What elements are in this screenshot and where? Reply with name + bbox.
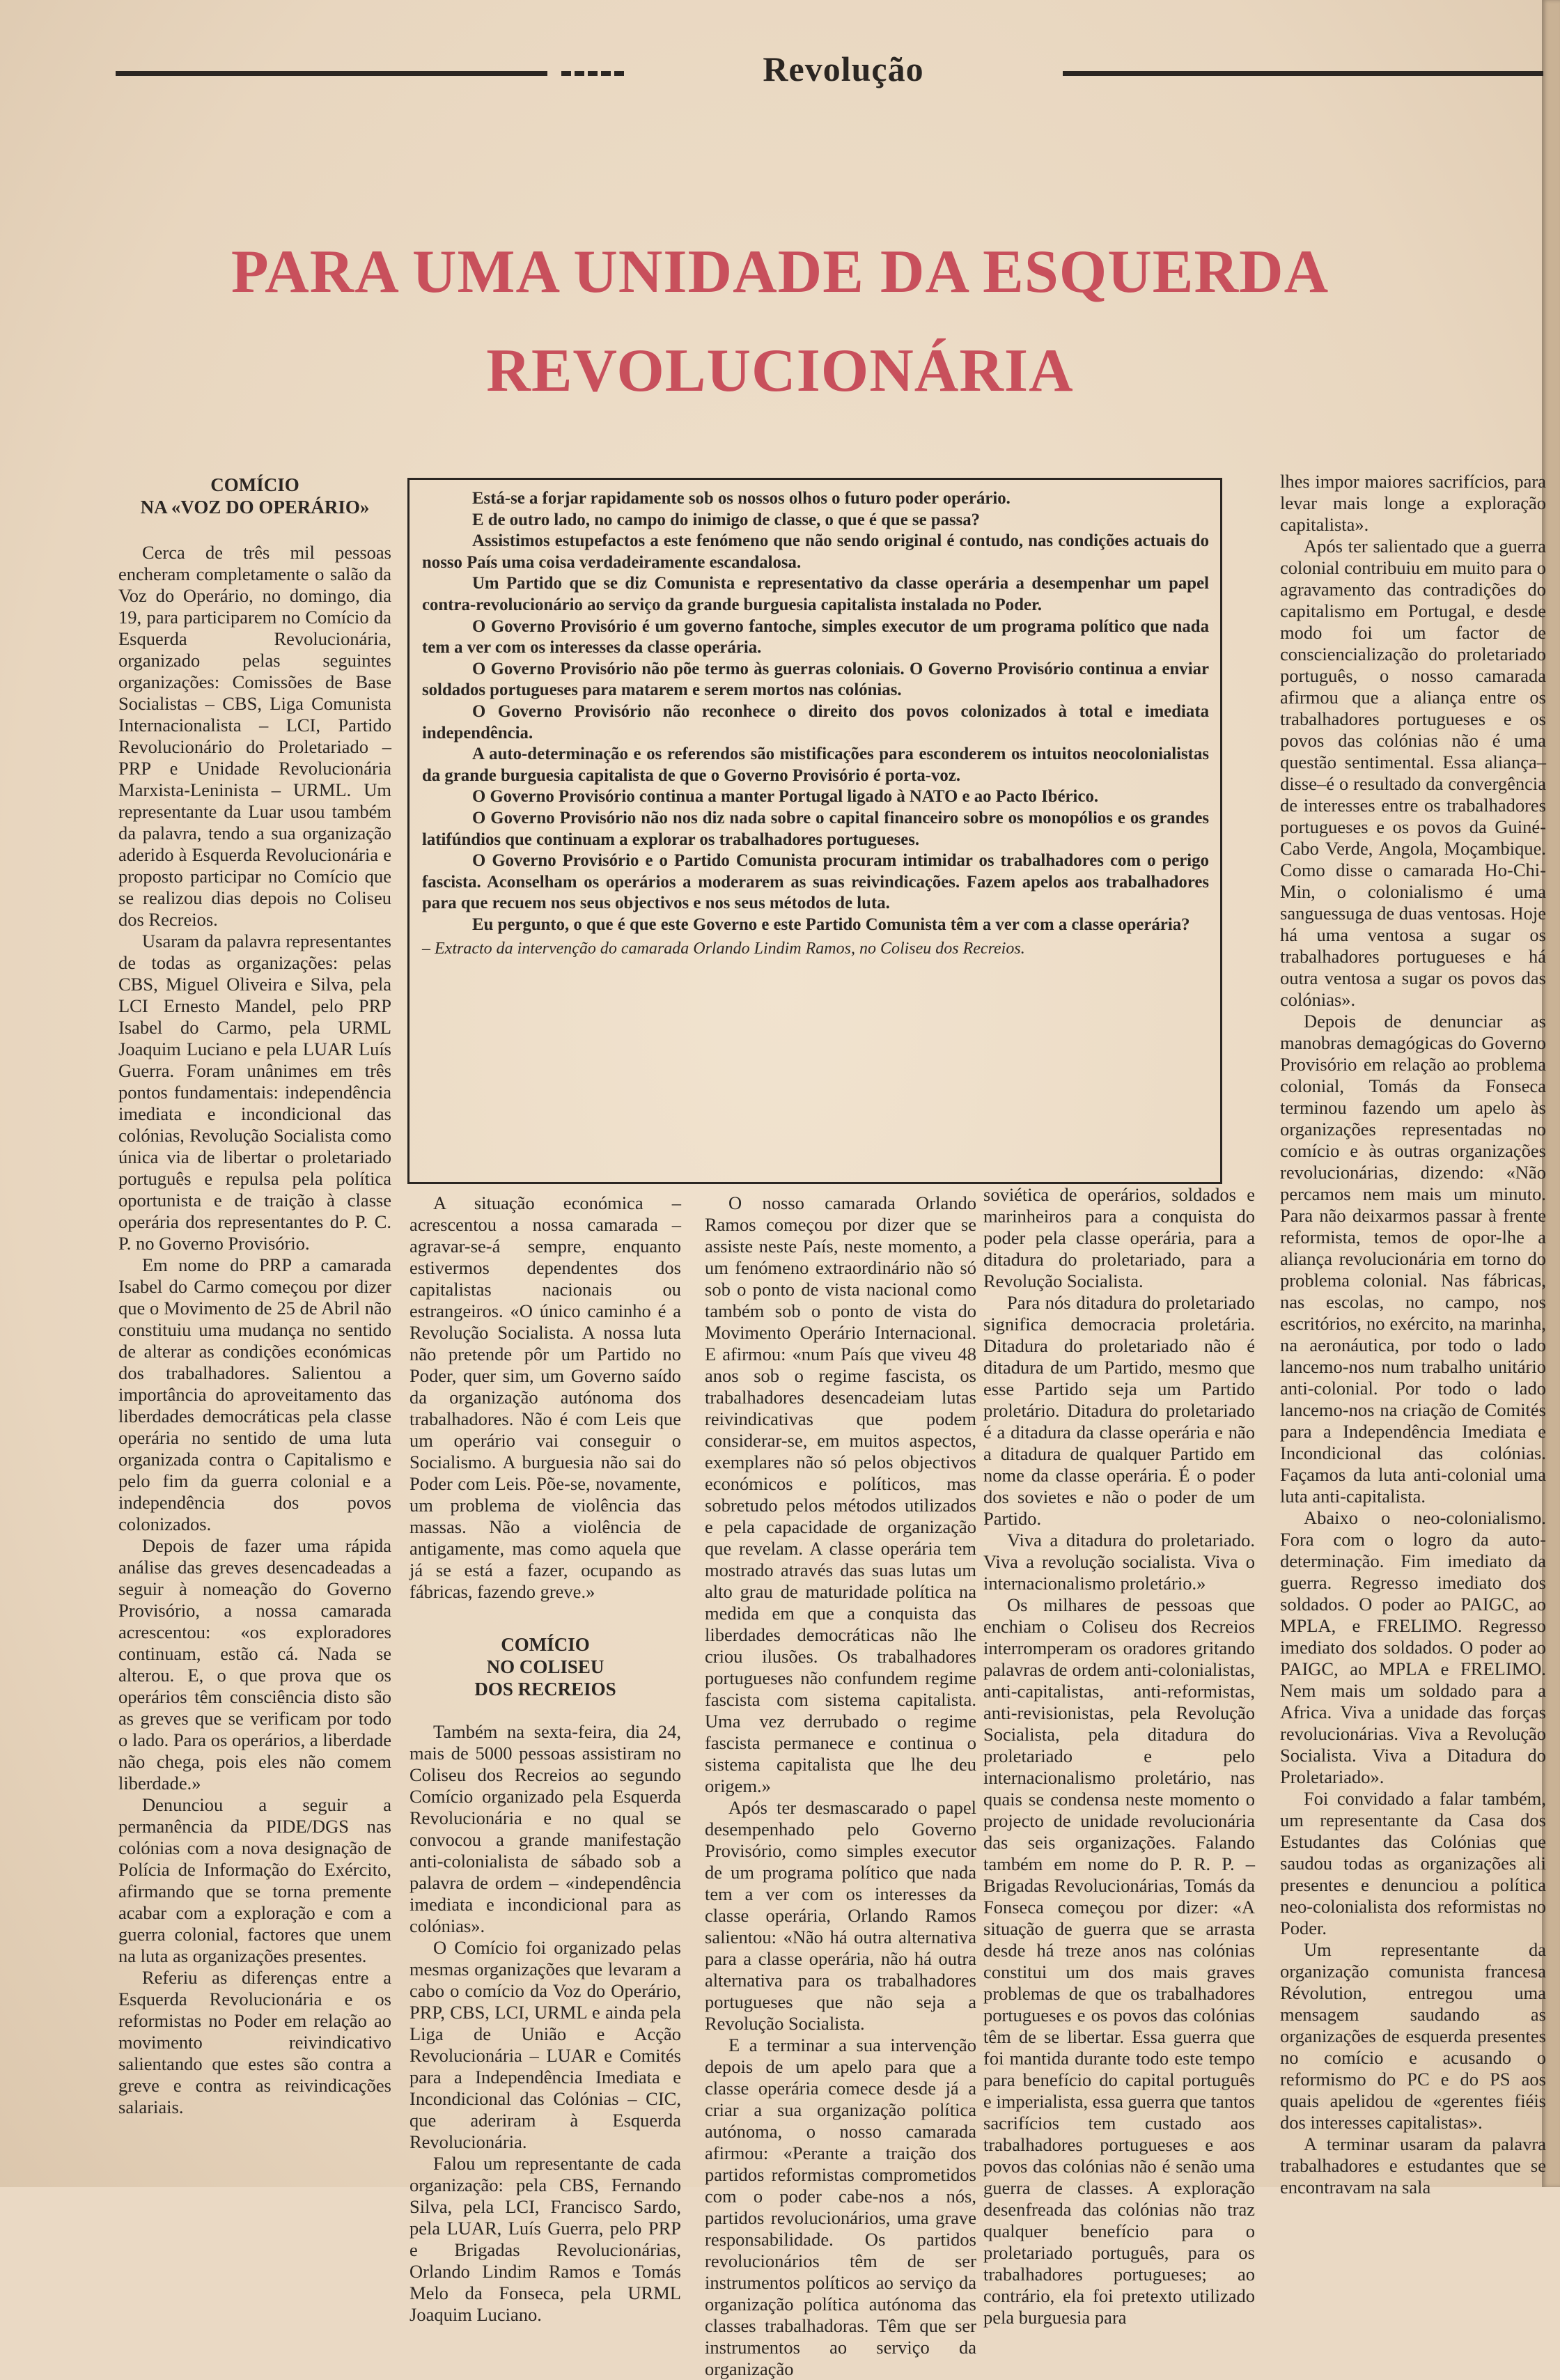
section-title: Revolução <box>763 49 924 88</box>
paragraph: Um representante da organização comunista francesa Révolution, entregou uma mensagem saudando as organizações de esquerda presentes no comício e acusando o reformismo do PC e do PS aos quais apelidou de «gerentes fiéis dos interesses capitalistas». <box>1280 1939 1546 2133</box>
subheading-line: DOS RECREIOS <box>474 1679 616 1700</box>
subheading-line: COMÍCIO <box>210 474 299 495</box>
paragraph: Referiu as diferenças entre a Esquerda Revolucionária e os reformistas no Poder em relação ao movimento reivindicativo salientando que estes são contra a greve e contra as reivindicações salariais. <box>118 1967 391 2117</box>
header-rule-right <box>1063 71 1543 76</box>
paragraph: A situação económica – acrescentou a nossa camarada – agravar-se-á sempre, enquanto estivermos dependentes dos capitalistas nacionais ou estrangeiros. «O único caminho é a Revolução Socialista. A nossa luta não pretende pôr um Partido no Poder, quer sim, um Governo saído da organização autónoma dos trabalhadores. Não é com Leis que um operário vai conseguir o Socialismo. A burguesia não sai do Poder com Leis. Põe-se, novamente, um problema de violência das massas. Não a violência de antigamente, mas como aquela que já se está a fazer, ocupando as fábricas, fazendo greve.» <box>410 1192 681 1602</box>
paragraph: lhes impor maiores sacrifícios, para levar mais longe a exploração capitalista». <box>1280 471 1546 535</box>
column-1 <box>118 474 391 2118</box>
paragraph: soviética de operários, soldados e marinheiros para a conquista do poder pela classe operária, para a ditadura do proletariado, para a Revolução Socialista. <box>983 1184 1255 1291</box>
paragraph: Falou um representante de cada organização: pela CBS, Fernando Silva, pela LCI, Francisco Sardo, pela LUAR, Luís Guerra, pelo PRP e Brigadas Revolucionárias, Orlando Lindim Ramos e Tomás Melo da Fonseca, pela URML Joaquim Luciano. <box>410 2153 681 2325</box>
paragraph: Em nome do PRP a camarada Isabel do Carmo começou por dizer que o Movimento de 25 de Abril não constituiu uma mudança no sentido de alterar as condições económicas dos trabalhadores. Salientou a importância do aproveitamento das liberdades democráticas pela classe operária no sentido de uma luta organizada contra o Capitalismo e pelo fim da guerra colonial e a independência dos povos colonizados. <box>118 1254 391 1534</box>
quote-paragraph: Eu pergunto, o que é que este Governo e este Partido Comunista têm a ver com a classe operária? <box>472 915 1190 934</box>
paragraph: O nosso camarada Orlando Ramos começou por dizer que se assiste neste País, neste momento, a um fenómeno extraordinário não só sob o ponto de vista nacional como também sob o ponto de vista do Movimento Operário Internacional. E afirmou: «num País que viveu 48 anos sob o regime fascista, os trabalhadores desencadeiam lutas reivindicativas que podem considerar-se, em muitos aspectos, exemplares não só pelos objectivos económicos e políticos, mas sobretudo pelos métodos utilizados e pela capacidade de organização que revelam. A classe operária tem mostrado através das suas lutas um alto grau de maturidade política na medida em que a conquista das liberdades democráticas não lhe criou ilusões. Os trabalhadores portugueses não confundem regime fascista com sistema capitalista. Uma vez derrubado o regime fascista permanece e continua o sistema capitalista que lhe deu origem.» <box>705 1192 976 1796</box>
paragraph: Usaram da palavra representantes de todas as organizações: pelas CBS, Miguel Oliveira e Silva, pela LCI Ernesto Mandel, pelo PRP Isabel do Carmo, pela URML Joaquim Luciano e pela LUAR Luís Guerra. Foram unânimes em três pontos fundamentais: independência imediata e incondicional das colónias, Revolução Socialista como única via de libertar o proletariado português e repulsa pela política oportunista e de traição à classe operária dos representantes do P. C. P. no Governo Provisório. <box>118 931 391 1254</box>
quote-paragraph: O Governo Provisório e o Partido Comunista procuram intimidar os trabalhadores com o perigo fascista. Aconselham os operários a moderarem as suas reivindicações. Fazem apelos aos trabalhadores para que recuem nos seus objectivos e nos seus métodos de luta. <box>422 851 1209 913</box>
quote-paragraph: E de outro lado, no campo do inimigo de classe, o que é que se passa? <box>472 510 981 529</box>
quote-paragraph: O Governo Provisório não reconhece o direito dos povos colonizados à total e imediata independência. <box>422 701 1209 742</box>
paragraph: Os milhares de pessoas que enchiam o Coliseu dos Recreios interromperam os oradores gritando palavras de ordem anti-colonialistas, anti-capitalistas, anti-reformistas, anti-revisionistas, pela Revolução Socialista, pela ditadura do proletariado e pelo internacionalismo proletário, nas quais se condensa neste momento o projecto de unidade revolucionária das seis organizações. Falando também em nome do P. R. P. – Brigadas Revolucionárias, Tomás da Fonseca começou por dizer: «A situação de guerra que se arrasta desde há treze anos nas colónias constitui um dos mais graves problemas de que os trabalhadores portugueses e os povos das colónias têm de se libertar. Essa guerra que foi mantida durante todo este tempo para benefício do capital português e imperialista, essa guerra que tantos sacrifícios tem custado aos trabalhadores portugueses e aos povos das colónias não é senão uma guerra de classes. A exploração desenfreada das colónias não traz qualquer benefício para o proletariado português, para os trabalhadores portugueses; ao contrário, ela foi pretexto utilizado pela burguesia para <box>983 1594 1255 2328</box>
quote-paragraph: Está-se a forjar rapidamente sob os nossos olhos o futuro poder operário. <box>472 489 1011 508</box>
paragraph: A terminar usaram da palavra trabalhadores e estudantes que se encontravam na sala <box>1280 2133 1546 2198</box>
paragraph: Depois de denunciar as manobras demagógicas do Governo Provisório em relação ao problema colonial, Tomás da Fonseca terminou fazendo um apelo às organizações representadas no comício e às outras organizações revolucionárias, dizendo: «Não percamos nem mais um minuto. Para não deixarmos passar à frente reformista, temos de opor-lhe a aliança revolucionária em torno do problema colonial. Nas fábricas, nas escolas, no campo, nos escritórios, no exército, na marinha, na aeronáutica, por todo o lado lancemo-nos num trabalho unitário anti-colonial. Por todo o lado lancemo-nos na criação de Comités para a Independência Imediata e Incondicional das colónias. Façamos da luta anti-colonial uma luta anti-capitalista. <box>1280 1011 1546 1507</box>
paragraph: Cerca de três mil pessoas encheram completamente o salão da Voz do Operário, no domingo, dia 19, para participarem no Comício da Esquerda Revolucionária, organizado pelas seguintes organizações: Comissões de Base Socialistas – CBS, Liga Comunista Internacionalista – LCI, Partido Revolucionário do Proletariado – PRP e Unidade Revolucionária Marxista-Leninista – URML. Um representante da Luar usou também da palavra, tendo a sua organização aderido à Esquerda Revolucionária e proposto participar no Comício que se realizou dias depois no Coliseu dos Recreios. <box>118 542 391 930</box>
quote-paragraph: O Governo Provisório não nos diz nada sobre o capital financeiro sobre os monopólios e os grandes latifúndios que continuam a explorar os trabalhadores portugueses. <box>422 808 1209 849</box>
quote-paragraph: O Governo Provisório continua a manter Portugal ligado à NATO e ao Pacto Ibérico. <box>472 787 1099 807</box>
headline-line-1: PARA UMA UNIDADE DA ESQUERDA <box>231 238 1329 306</box>
quote-paragraph: O Governo Provisório não põe termo às guerras coloniais. O Governo Provisório continua a enviar soldados portugueses para matarem e serem mortos nas colónias. <box>422 659 1209 700</box>
paragraph: Após ter desmascarado o papel desempenhado pelo Governo Provisório, como simples executor de um programa político que nada tem a ver com os interesses da classe operária, Orlando Ramos salientou: «Não há outra alternativa para a classe operária, não há outra alternativa para os trabalhadores portugueses que não seja a Revolução Socialista. <box>705 1797 976 2034</box>
quote-credit: – Extracto da intervenção do camarada Orlando Lindim Ramos, no Coliseu dos Recreios. <box>422 940 1025 958</box>
subheading-line: NO COLISEU <box>486 1656 604 1677</box>
header-rule-dashed <box>561 71 624 76</box>
quote-paragraph: O Governo Provisório é um governo fantoche, simples executor de um programa político que nada tem a ver com os interesses da classe operária. <box>422 616 1209 658</box>
column-3 <box>705 1192 976 2380</box>
column-4 <box>983 1184 1255 2328</box>
column-5 <box>1280 471 1546 2198</box>
paragraph: Viva a ditadura do proletariado. Viva a revolução socialista. Viva o internacionalismo proletário.» <box>983 1530 1255 1594</box>
subheading-line: COMÍCIO <box>501 1634 590 1655</box>
quote-paragraph: Um Partido que se diz Comunista e representativo da classe operária a desempenhar um papel contra-revolucionário ao serviço da grande burguesia capitalista instalada no Poder. <box>422 574 1209 614</box>
paragraph: Após ter salientado que a guerra colonial contribuiu em muito para o agravamento das contradições do capitalismo em Portugal, e desde modo foi um factor de consciencialização do proletariado português, o nosso camarada afirmou que a aliança entre os trabalhadores portugueses e os povos das colónias não é uma questão sentimental. Essa aliança–disse–é o resultado da convergência de interesses entre os trabalhadores portugueses e os povos da Guiné-Cabo Verde, Angola, Moçambique. Como disse o camarada Ho-Chi-Min, o colonialismo é uma sanguessuga de duas ventosas. Hoje há uma ventosa a sugar os trabalhadores portugueses e há outra ventosa a sugar os povos das colónias». <box>1280 536 1546 1010</box>
subheading-line: NA «VOZ DO OPERÁRIO» <box>140 497 370 518</box>
header-rule-left <box>116 71 547 76</box>
quote-paragraph: Assistimos estupefactos a este fenómeno que não sendo original é contudo, nas condições actuais do nosso País uma coisa verdadeiramente escandalosa. <box>422 531 1209 572</box>
paragraph: E a terminar a sua intervenção depois de um apelo para que a classe operária comece desde já a criar a sua organização política autónoma, o nosso camarada afirmou: «Perante a traição dos partidos reformistas comprometidos com o poder cabe-nos a nós, partidos revolucionários, uma grave responsabilidade. Os partidos revolucionários têm de ser instrumentos políticos ao serviço da organização política autónoma das classes trabalhadoras. Têm que ser instrumentos ao serviço da organização <box>705 2035 976 2379</box>
paragraph: Abaixo o neo-colonialismo. Fora com o logro da auto-determinação. Fim imediato da guerra. Regresso imediato dos soldados. O poder ao PAIGC, ao MPLA, e FRELIMO. Regresso imediato dos soldados. O poder ao PAIGC, ao MPLA e FRELIMO. Nem mais um soldado para a Africa. Viva a unidade das forças revolucionárias. Viva a Revolução Socialista. Viva a Ditadura do Proletariado». <box>1280 1507 1546 1787</box>
quote-paragraph: A auto-determinação e os referendos são mistificações para esconderem os intuitos neocolonialistas da grande burguesia capitalista de que o Governo Provisório é porta-voz. <box>422 745 1209 785</box>
paragraph: Também na sexta-feira, dia 24, mais de 5000 pessoas assistiram no Coliseu dos Recreios ao segundo Comício organizado pela Esquerda Revolucionária e no qual se convocou a grande manifestação anti-colonialista de sábado sob a palavra de ordem – «independência imediata e incondicional para as colónias». <box>410 1721 681 1936</box>
subheading-coliseu <box>410 1633 681 1700</box>
article-headline <box>181 223 1379 421</box>
headline-line-2: REVOLUCIONÁRIA <box>486 337 1074 405</box>
paragraph: O Comício foi organizado pelas mesmas organizações que levaram a cabo o comício da Voz do Operário, PRP, CBS, LCI, URML e ainda pela Liga de União e Acção Revolucionária – LUAR e Comités para a Independência Imediata e Incondicional das Colónias – CIC, que aderiram à Esquerda Revolucionária. <box>410 1937 681 2152</box>
paragraph: Para nós ditadura do proletariado significa democracia proletária. Ditadura do proletariado não é ditadura de um Partido, mesmo que esse Partido seja um Partido proletário. Ditadura do proletariado é a ditadura da classe operária e não a ditadura de qualquer Partido em nome da classe operária. É o poder dos sovietes e não o poder de um Partido. <box>983 1292 1255 1529</box>
subheading-voz-do-operario <box>118 474 391 518</box>
column-2 <box>410 1192 681 2326</box>
section-header <box>116 49 1543 91</box>
paragraph: Denunciou a seguir a permanência da PIDE/DGS nas colónias com a nova designação de Polícia de Informação do Exército, afirmando que se torna premente acabar com a exploração e com a guerra colonial, factores que unem na luta as organizações presentes. <box>118 1794 391 1966</box>
paragraph: Depois de fazer uma rápida análise das greves desencadeadas a seguir à nomeação do Governo Provisório, a nossa camarada acrescentou: «os exploradores continuam, estão cá. Nada se alterou. E, o que prova que os operários têm consciência disto são as greves que se verificam por todo o lado. Para os operários, a liberdade não chega, pois eles não comem liberdade.» <box>118 1535 391 1794</box>
boxed-quote <box>407 478 1222 1184</box>
paragraph: Foi convidado a falar também, um representante da Casa dos Estudantes das Colónias que saudou todas as organizações ali presentes e denunciou a política neo-colonialista dos reformistas no Poder. <box>1280 1788 1546 1938</box>
